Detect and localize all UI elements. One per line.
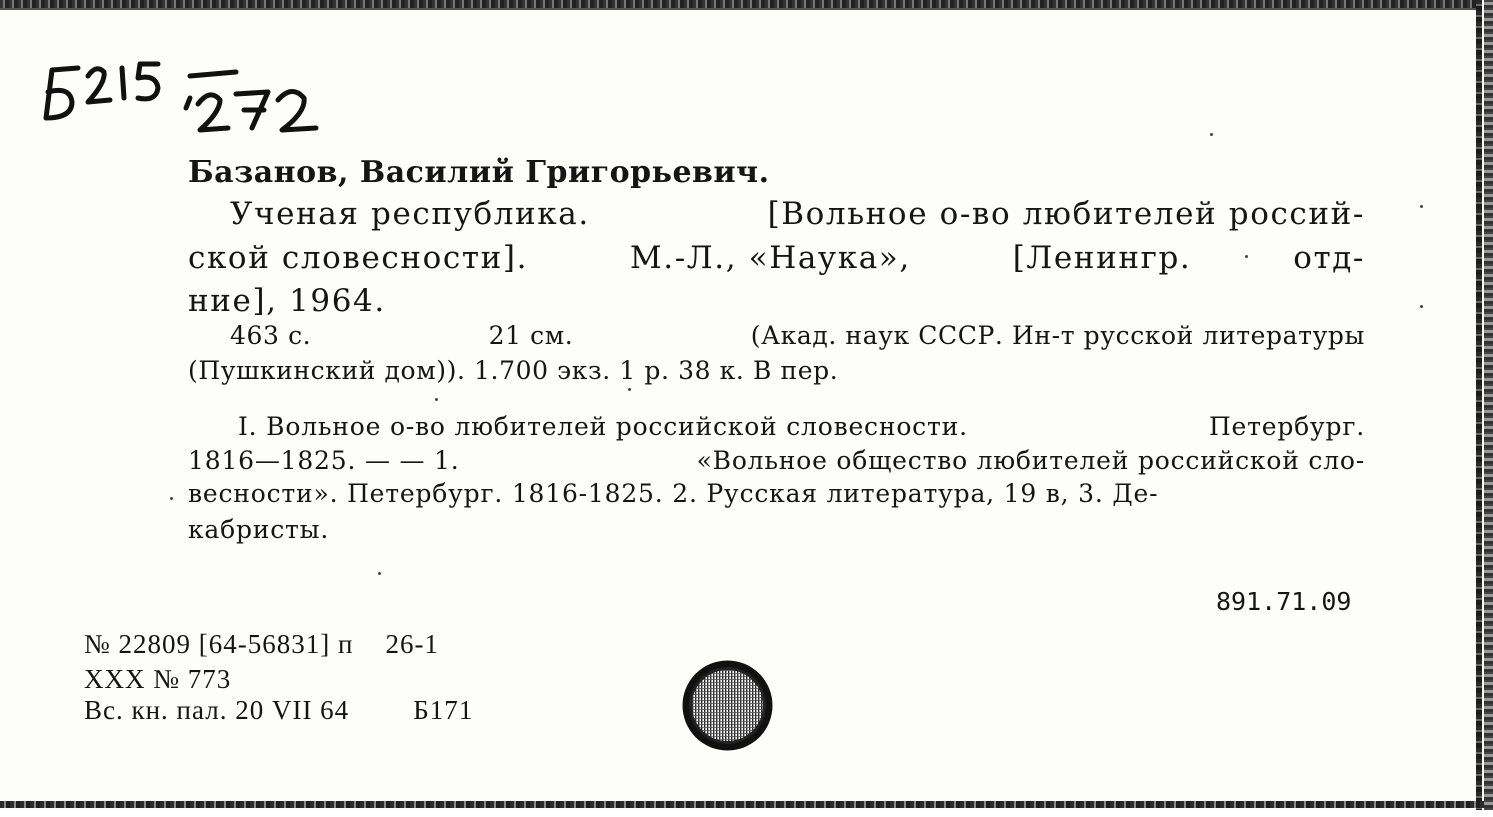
title-note-end: ской словесности]. <box>188 240 529 276</box>
scan-speck <box>628 388 631 391</box>
title-note: [Вольное о-во любителей россий- <box>767 196 1365 232</box>
subjects-line-3: весности». Петербург. 1816-1825. 2. Русская литература, 19 в, 3. Де- <box>188 479 1159 508</box>
chamber-date: Вс. кн. пал. 20 VII 64 <box>84 695 350 725</box>
publisher-branch: [Ленингр. <box>1012 240 1192 276</box>
publisher-branch-end: отд- <box>1293 240 1365 276</box>
physical-description-line-1 <box>230 321 1365 350</box>
subject-years: 1816—1825. — — 1. <box>188 446 460 475</box>
scan-speck <box>1420 305 1423 308</box>
order-number: № 22809 [64-56831] п <box>84 629 354 659</box>
pages: 463 с. <box>230 321 312 350</box>
print-info-line-1 <box>84 629 439 660</box>
scan-speck <box>1245 255 1248 258</box>
print-run-code: 26-1 <box>385 629 439 659</box>
title-text: Ученая республика. <box>230 196 590 232</box>
subjects-line-1 <box>238 412 1365 441</box>
card-code: Б171 <box>413 695 474 725</box>
subject-place: Петербург. <box>1208 412 1365 441</box>
classification-number: 891.71.09 <box>1216 587 1352 616</box>
scan-edge-bottom <box>0 801 1484 808</box>
scan-edge-top <box>0 0 1480 8</box>
scan-speck <box>1420 205 1423 208</box>
scan-edge-right <box>1476 0 1482 810</box>
scan-edge-top-line <box>0 8 1480 10</box>
scan-margin-bottom <box>0 810 1493 817</box>
title-line-1 <box>230 196 1365 232</box>
series: (Акад. наук СССР. Ин-т русской литературы <box>750 321 1365 350</box>
subjects-line-4: кабристы. <box>188 515 330 544</box>
physical-description-line-2: (Пушкинский дом)). 1.700 экз. 1 р. 38 к. В пер. <box>188 356 839 385</box>
print-info-line-2: XXX № 773 <box>84 664 232 694</box>
title-line-3: ние], 1964. <box>188 283 386 319</box>
scan-speck <box>378 572 381 575</box>
print-info-line-3 <box>84 695 473 726</box>
publisher-place: М.-Л., «Наука», <box>629 240 911 276</box>
subjects-line-2 <box>188 446 1365 475</box>
subject-text: I. Вольное о-во любителей российской словесности. <box>238 412 968 441</box>
title-line-2 <box>188 240 1365 276</box>
scan-speck <box>435 398 438 401</box>
scan-edge-right-outer <box>1484 0 1493 817</box>
subject-heading-1: «Вольное общество любителей российской сло- <box>696 446 1365 475</box>
size: 21 см. <box>488 321 574 350</box>
punch-hole-icon <box>680 658 775 753</box>
author-heading: Базанов, Василий Григорьевич. <box>188 155 770 190</box>
scan-speck <box>1210 133 1213 136</box>
scan-speck <box>170 497 173 500</box>
handwritten-shelf-number <box>40 46 340 146</box>
